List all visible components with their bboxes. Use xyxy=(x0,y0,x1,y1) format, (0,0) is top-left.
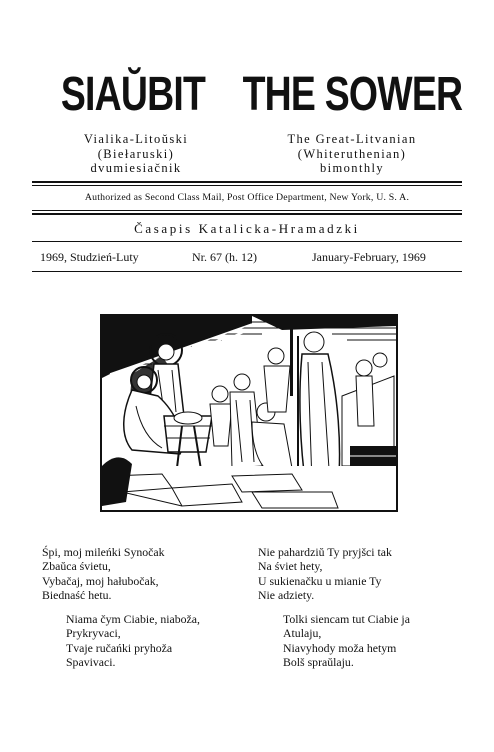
right-subtitle-line: The Great-Litvanian xyxy=(287,132,417,146)
dateline-left: 1969, Studzień-Luty xyxy=(40,250,139,264)
masthead-rule-thin xyxy=(32,185,462,186)
casapis-rule xyxy=(32,241,462,242)
nativity-illustration xyxy=(100,314,398,512)
poem-stanza-4 xyxy=(283,612,410,670)
poem-line: Śpi, moj mileńki Synočak xyxy=(42,545,165,559)
dateline-right: January-February, 1969 xyxy=(312,250,426,264)
poem-line: Vybačaj, moj hałubočak, xyxy=(42,573,159,588)
nativity-woodcut-icon xyxy=(102,316,396,510)
poem-line: Zbaŭca śvietu, xyxy=(42,559,111,574)
poem-line: Niavyhody moža hetym xyxy=(283,640,397,655)
poem-line: Tolki siencam tut Ciabie ja xyxy=(283,612,410,626)
casapis-heading: Časapis Katalicka-Hramadzki xyxy=(134,221,360,236)
masthead-title-left: SIAŬBIT xyxy=(60,68,206,121)
poem-line: Niama čym Ciabie, niaboža, xyxy=(66,612,200,626)
poem-stanza-1 xyxy=(42,545,165,603)
poem-line: Tvaje ručańki pryhoža xyxy=(66,640,173,655)
masthead xyxy=(0,66,463,124)
right-subtitle-block xyxy=(266,132,438,176)
poem-line: Prykryvaci, xyxy=(66,626,121,641)
authorization-rule-thin xyxy=(32,210,462,211)
poem-stanza-2 xyxy=(66,612,200,670)
left-subtitle-line: Vialika-Litoŭski xyxy=(83,132,189,146)
poem-line: Biednaść hetu. xyxy=(42,588,112,603)
poem-line: Na śviet hety, xyxy=(258,559,323,574)
authorization-notice: Authorized as Second Class Mail, Post Office Department, New York, U. S. A. xyxy=(84,192,410,203)
poem-line: Nie pahardziŭ Ty pryjšci tak xyxy=(258,545,392,559)
poem-stanza-3 xyxy=(258,545,392,603)
poem-line: Bolš spraŭlaju. xyxy=(283,655,354,670)
left-subtitle-block xyxy=(56,132,216,176)
poem-line: U sukienačku u mianie Ty xyxy=(258,573,382,588)
right-subtitle-line: (Whiteruthenian) xyxy=(297,146,407,161)
dateline-rule xyxy=(32,271,462,272)
left-subtitle-line: (Biełaruski) xyxy=(97,146,175,161)
left-subtitle-line: dvumiesiačnik xyxy=(90,161,182,175)
poem-line: Nie adziety. xyxy=(258,588,315,603)
right-subtitle-line: bimonthly xyxy=(320,161,384,175)
poem-line: Spavivaci. xyxy=(66,655,116,670)
masthead-rule-thick xyxy=(32,181,462,183)
authorization-rule-thick xyxy=(32,213,462,215)
masthead-title-right: THE SOWER xyxy=(242,68,463,121)
poem-line: Atulaju, xyxy=(283,626,322,641)
dateline-center: Nr. 67 (h. 12) xyxy=(192,250,257,264)
